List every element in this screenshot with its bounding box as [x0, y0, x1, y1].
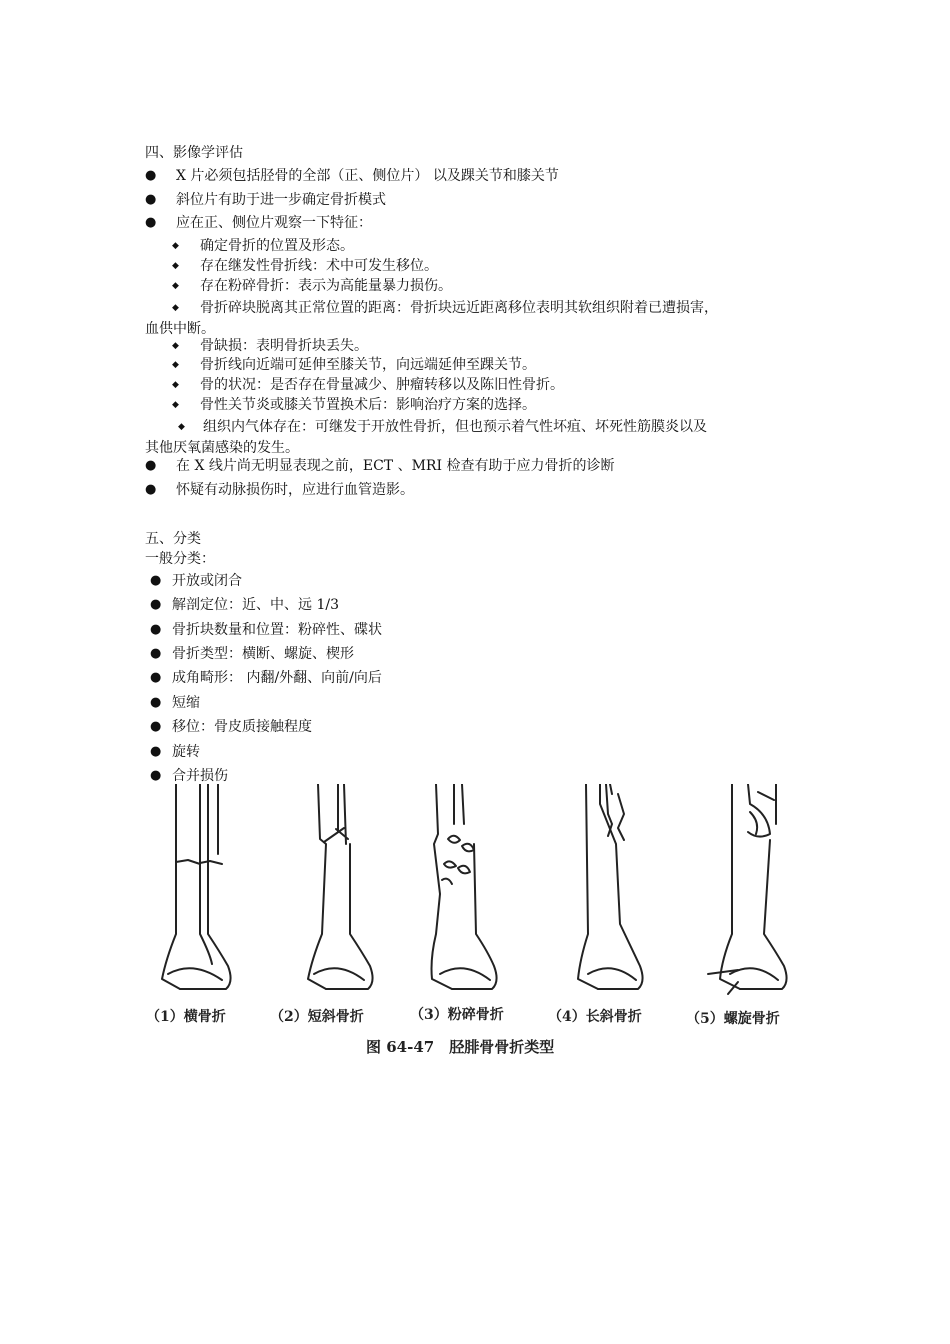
bullet-dot-icon: ● [150, 695, 162, 710]
bullet-text: 在 X 线片尚无明显表现之前，ECT 、MRI 检查有助于应力骨折的诊断 [176, 458, 615, 474]
feature-text: 骨缺损：表明骨折块丢失。 [200, 338, 368, 354]
classification-item: 合并损伤 [172, 768, 228, 784]
classification-item: 解剖定位：近、中、远 1/3 [172, 597, 339, 613]
transverse-fracture-drawing [162, 784, 231, 989]
classification-item: 骨折块数量和位置：粉碎性、碟状 [172, 622, 382, 638]
figure-label: （3）粉碎骨折 [410, 1007, 504, 1023]
bullet-dot-icon: ● [150, 744, 162, 759]
feature-text: 组织内气体存在：可继发于开放性骨折，但也预示着气性坏疽、坏死性筋膜炎以及 [203, 419, 707, 435]
section-5-heading: 五、分类 [145, 531, 201, 547]
feature-text: 存在继发性骨折线：术中可发生移位。 [200, 258, 438, 274]
section-5-subheading: 一般分类： [145, 551, 215, 567]
spiral-fracture-drawing [708, 784, 787, 994]
bullet-dot-icon: ● [150, 670, 162, 685]
diamond-bullet-icon: ◆ [172, 400, 179, 410]
bullet-dot-icon: ● [145, 458, 157, 473]
classification-item: 骨折类型：横断、螺旋、楔形 [172, 646, 354, 662]
fracture-types-figure [138, 784, 818, 1066]
bullet-dot-icon: ● [150, 768, 162, 783]
bullet-dot-icon: ● [145, 482, 157, 497]
bullet-dot-icon: ● [150, 597, 162, 612]
feature-text: 确定骨折的位置及形态。 [200, 238, 354, 254]
diamond-bullet-icon: ◆ [172, 380, 179, 390]
bullet-text: 怀疑有动脉损伤时，应进行血管造影。 [176, 482, 414, 498]
section-4-heading: 四、影像学评估 [145, 145, 243, 161]
figure-caption: 图 64-47 胫腓骨骨折类型 [366, 1038, 555, 1056]
bullet-text: 斜位片有助于进一步确定骨折模式 [176, 192, 386, 208]
bullet-dot-icon: ● [150, 719, 162, 734]
classification-item: 开放或闭合 [172, 573, 242, 589]
bullet-text: 应在正、侧位片观察一下特征： [176, 215, 372, 231]
classification-item: 移位：骨皮质接触程度 [172, 719, 312, 735]
figure-label: （2）短斜骨折 [270, 1009, 364, 1025]
feature-text: 骨折线向近端可延伸至膝关节，向远端延伸至踝关节。 [200, 357, 536, 373]
figure-label: （4）长斜骨折 [548, 1009, 642, 1025]
feature-text: 骨性关节炎或膝关节置换术后：影响治疗方案的选择。 [200, 397, 536, 413]
bullet-dot-icon: ● [145, 192, 157, 207]
diamond-bullet-icon: ◆ [172, 360, 179, 370]
classification-item: 旋转 [172, 744, 200, 760]
bullet-dot-icon: ● [145, 215, 157, 230]
diamond-bullet-icon: ◆ [172, 341, 179, 351]
feature-text-continued: 血供中断。 [145, 321, 215, 337]
comminuted-fracture-drawing [432, 784, 497, 989]
bullet-dot-icon: ● [150, 622, 162, 637]
long-oblique-fracture-drawing [578, 784, 643, 989]
diamond-bullet-icon: ◆ [172, 241, 179, 251]
figure-label: （5）螺旋骨折 [686, 1011, 780, 1027]
bullet-dot-icon: ● [145, 168, 157, 183]
bullet-dot-icon: ● [150, 646, 162, 661]
bullet-text: X 片必须包括胫骨的全部（正、侧位片） 以及踝关节和膝关节 [176, 168, 559, 184]
bullet-dot-icon: ● [150, 573, 162, 588]
feature-text: 骨的状况：是否存在骨量减少、肿瘤转移以及陈旧性骨折。 [200, 377, 564, 393]
feature-text: 骨折碎块脱离其正常位置的距离：骨折块远近距离移位表明其软组织附着已遭损害， [200, 300, 718, 316]
feature-text-continued: 其他厌氧菌感染的发生。 [145, 440, 299, 456]
diamond-bullet-icon: ◆ [172, 261, 179, 271]
classification-item: 短缩 [172, 695, 200, 711]
classification-item: 成角畸形： 内翻/外翻、向前/向后 [172, 670, 382, 686]
diamond-bullet-icon: ◆ [172, 303, 179, 313]
diamond-bullet-icon: ◆ [172, 281, 179, 291]
short-oblique-fracture-drawing [308, 784, 373, 989]
figure-label: （1）横骨折 [146, 1009, 226, 1025]
feature-text: 存在粉碎骨折：表示为高能量暴力损伤。 [200, 278, 452, 294]
diamond-bullet-icon: ◆ [178, 422, 185, 432]
